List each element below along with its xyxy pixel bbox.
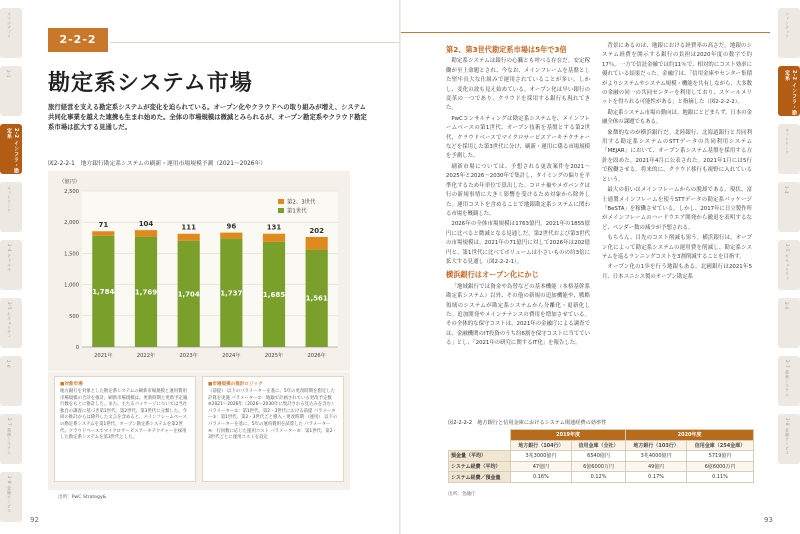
side-tab-label: 2-6 <box>6 360 11 369</box>
side-tab-label: 2-6 <box>784 302 789 311</box>
bar-second-third-generation <box>306 237 328 250</box>
paragraph: PwCコンサルティングは勘定系システムを、メインフレームベースの第1世代、オープン技術を基盤とする第2世代、クラウドベースでマイクロサービスアーキテクチャーなどを採用した第3世代に分け、刷新・運用に係る市場規模を予測した。 <box>446 115 590 160</box>
paragraph: オープン化の1歩を行う地銀もある。北國銀行は2021年5月、日本ユニシス製のオープン勘定系 <box>602 264 752 280</box>
data-label-top: 202 <box>309 226 324 235</box>
y-tick-label: 2,500 <box>64 189 79 195</box>
side-tab-label: 2-7 業務システム <box>785 360 790 397</box>
side-tab-label: 2-2 インフラ・勘定系 <box>784 70 797 116</box>
page-number-right: 93 <box>764 516 773 524</box>
year-header: 2020年度 <box>626 430 754 441</box>
side-tab-label: 2-4 <box>784 186 789 195</box>
table-row <box>449 451 754 462</box>
note-title: ■市場規模の推計ロジック <box>208 382 263 387</box>
side-tab-label: 2-8 金融サービス <box>785 418 790 455</box>
table-corner <box>449 430 511 451</box>
y-tick-label: 0 <box>75 345 79 351</box>
page-gutter <box>399 0 401 534</box>
bank-header: 信用金庫（全社） <box>571 440 625 451</box>
side-tab-label: ネットワーク <box>785 128 790 155</box>
page-number-left: 92 <box>30 516 39 524</box>
paragraph: 最大の狙いはメインフレームからの脱却である。現状、富士通製メインフレームを使うSTTデータの勘定系パッケージ「BeSTA」を稼働させている。しかし、2017年に日立製作所がメインフレームのハードウエア開発から撤退を表明するなど、ベンダー数の減少が予想される。 <box>602 187 752 231</box>
data-label-bar: 1,561 <box>305 294 328 303</box>
y-tick-label: 1,000 <box>64 282 79 289</box>
legend-label: 第2、3世代 <box>287 199 316 206</box>
table-cell: 5719億円 <box>687 451 754 462</box>
side-tab <box>0 182 22 232</box>
bar-second-third-generation <box>263 234 285 242</box>
bar-second-third-generation <box>92 231 114 235</box>
paragraph: 勘定系システム市場の動向は、地銀にとどまらず、日本の金融全体の課題でもある。 <box>602 109 752 126</box>
bank-header: 地方銀行（104行） <box>511 440 572 451</box>
y-tick-label: 500 <box>69 313 79 320</box>
table-cell: 0.16% <box>511 472 572 483</box>
x-tick-label: 2021年 <box>94 353 113 359</box>
side-tab-label: 2-4 チャネル <box>7 244 12 272</box>
lead-paragraph: 旅行経営を支える勘定系システムが変化を迫られている。オープン化やクラウドへの取り組みが増え、システム共同化事業を越えた連携も生まれ始めた。全体の市場規模は微減とみられるが、オープン勘定系やクラウド勘定系市場は拡大する見通しだ。 <box>48 103 367 131</box>
side-tab <box>0 298 22 348</box>
side-tab <box>778 356 800 406</box>
side-tab <box>0 8 22 58</box>
data-label-bar: 1,737 <box>220 289 243 298</box>
table-cell: 3兆3000億円 <box>511 451 572 462</box>
subheading: 横浜銀行はオープン化にかじ <box>446 270 539 280</box>
chart-panel <box>48 171 350 371</box>
page-title: 勘定系システム市場 <box>48 70 253 96</box>
x-tick-label: 2024年 <box>222 353 241 359</box>
side-tab-label: 2-5 セキュリティ <box>7 302 12 339</box>
table-cell: 49億円 <box>626 461 687 472</box>
note-text: （前提） 以下のパラメーターを基に、5年の更改時期を想定した計算を実施 パラメーター①：地銀で計画されている更改予定数 ※2021～2026年（2026～2030年に集計される見込みを含む） パラメーター②：第1世代、第2・3世代における前提 パラメーター③：第1世代、第2・3世代ごと導入・更改時期 （運用） 以下のパラメーターを基に、5年の運用費用を試算した パラメーター④：行員数に応じた運用コスト パラメーター⑤：第1世代、第2・3世代ごとに運用コストを設定 <box>208 389 338 441</box>
x-tick-label: 2026年 <box>307 353 326 359</box>
data-label-top: 96 <box>226 222 237 231</box>
legend-label: 第1世代 <box>287 208 307 215</box>
table-cell: 0.12% <box>571 472 625 483</box>
data-label-bar: 1,685 <box>262 290 286 299</box>
left-side-tabs <box>0 0 22 534</box>
side-tab-label: 2-8 金融サービス <box>7 476 12 513</box>
side-tab <box>0 356 22 406</box>
side-tab <box>778 124 800 174</box>
bank-header: 地方銀行（103行） <box>626 440 687 451</box>
right-side-tabs <box>778 0 800 534</box>
table-caption: 図2-2-2-2 地方銀行と信用金庫におけるシステム関連経費の効率性 <box>448 420 607 426</box>
y-tick-label: 1,500 <box>64 251 79 258</box>
paragraph: 「地域銀行では資金や為替などの基本機能（本格基幹系勘定系システム）以外、その他の新規の追加機能や、戦略領域のシステムが勘定系システムから分離化・更新化した。追加開発やメインテナンスの費用を増加させている。その全体的な保守コストは、2021年の金融庁による調査では、金融機関のIT投資のうち約6割を保守コストに当てている」とし、「2021年の研究に関するIT化」を報告した。 <box>446 283 590 347</box>
side-tab-label: 2-2 インフラ・勘定系 <box>6 128 19 174</box>
side-tab-label: 2-5 セキュリティ <box>785 244 790 281</box>
table-cell: 47億円 <box>511 461 572 472</box>
body-column-1 <box>446 42 590 412</box>
side-tab-label: ネットワーク <box>7 186 12 213</box>
side-tab <box>0 66 22 116</box>
section-number-badge: 2-2-2 <box>48 28 108 52</box>
side-tab-label: 2-7 業務システム <box>7 418 12 455</box>
table-cell: 0.17% <box>626 472 687 483</box>
row-label: システム経費（平均） <box>449 461 511 472</box>
table-cell: 6億6000万円 <box>687 461 754 472</box>
side-tab <box>778 8 800 58</box>
side-tab <box>778 182 800 232</box>
x-tick-label: 2022年 <box>136 353 156 359</box>
data-label-bar: 1,704 <box>177 290 200 299</box>
table-cell: 0.11% <box>687 472 754 483</box>
y-axis-unit: （億円） <box>59 179 80 185</box>
note-text: 地方銀行を対象とした勘定系システムの刷新市場規模と運用費用市場規模の合計を推計。刷新市場規模は、更新時期と更新予定銀行数をもとに推計した。また、主たるパッケージについては当社独自の調査に基づき第1世代、第2世代、第3世代に分類した。今回の推計からは除外した文言を含めると、メインフレームベースの勘定系システムを第1世代、オープン勘定系システムを第2世代、クラウドベースでマイクロサービスアーキテクチャーを採用した勘定系システムを第3世代とした。 <box>60 389 188 441</box>
side-tab <box>0 414 22 464</box>
note-title: ■対象市場 <box>60 382 83 387</box>
bar-chart <box>48 171 350 371</box>
side-tab <box>0 240 22 290</box>
notes-panel <box>48 372 350 490</box>
bar-second-third-generation <box>220 233 242 239</box>
side-tab <box>0 472 22 522</box>
data-label-top: 71 <box>98 221 109 230</box>
row-label: システム経費／預金量 <box>449 472 511 483</box>
paragraph: 象徴的なのが横浜銀行だ。北陸銀行、北海道銀行と共同利用する勘定系システムのSTTデータの共同利用システム「MEJAR」において、オープン系システム基盤を採用する方針を固めた。2021年4月に公表された。2021年1月には5行で稼働させる。将来的に、クラウド移行も視野に入れているという。 <box>602 129 752 183</box>
data-label-top: 104 <box>138 220 154 229</box>
side-tab-label: フィンテック <box>785 12 790 39</box>
x-tick-label: 2023年 <box>179 353 198 359</box>
target-market-note <box>54 376 196 482</box>
legend-swatch-first <box>278 208 284 213</box>
data-label-top: 111 <box>181 223 196 232</box>
side-tab <box>778 240 800 290</box>
row-label: 預金量（平均） <box>449 451 511 462</box>
paragraph: 刷新市場については、予想される更改案件を2021～2025年と2026～2030年で集計し、タイミングの偏りを平準化するため年単位で算出した。コロナ禍やメガバンクは行の新規事情に大きく影響を受けるため対象から除外した。運用コストを含めることで地銀勘定系システムに関わる市場を概観した。 <box>446 163 590 217</box>
system-cost-table <box>448 429 754 483</box>
figure-caption: 図2-2-2-1 地方銀行勘定系システムの刷新・運用市場規模予測（2021～2026年） <box>48 161 267 167</box>
header-rule <box>400 32 770 33</box>
estimation-logic-note <box>202 376 344 482</box>
side-tab-label: スマホアプリ <box>7 12 12 39</box>
figure-source: 出所：PwC Strategy& <box>58 495 107 500</box>
side-tab-label: 2-1 <box>6 70 11 79</box>
side-tab <box>778 66 800 116</box>
table-cell: 3兆4000億円 <box>626 451 687 462</box>
table-cell: 6540億円 <box>571 451 625 462</box>
table-row <box>449 461 754 472</box>
table-cell: 6億6000万円 <box>571 461 625 472</box>
x-tick-label: 2025年 <box>264 353 284 359</box>
paragraph: 背景にあるのは、地銀における経費率の高さだ。地銀のシステム経費を開示する銀行の負担は2020年度の数字で約17％。一方で信託金融では約11％で、相対的にコスト効率に優れている結果だった。金融庁は、「信用金庫やセンター集積がよりシステムやシステム規模・機能を共有しながら、大多数の金融の同一の共同センターを利用しており、スケールメリットを得られる可能性がある」と指摘した（図2-2-2-2）。 <box>602 43 752 106</box>
data-label-top: 131 <box>266 223 282 232</box>
bank-header: 信用金庫（254金庫） <box>687 440 754 451</box>
data-label-bar: 1,769 <box>134 288 158 297</box>
y-tick-label: 2,000 <box>64 220 79 227</box>
paragraph: 勘定系システムは銀行の心臓とも呼べる存在だ。安定稼働が至上命題とされ、今なお、メインフレームを基盤とした堅牢長大な仕組みで運用されていることが多い。しかし、変化の波も見え始めている。オープン化は早い銀行の変革の一つであり、クラウドを採用する銀行も現れてきた。 <box>446 58 590 112</box>
paragraph: もちろん、目先のコスト削減も狙う。横浜銀行は、オープン化によって勘定系システムの運用費を削減し、勘定系システムを巡るランニングコストを3割削減することを目指す。 <box>602 235 752 260</box>
side-tab <box>778 298 800 348</box>
table-row <box>449 472 754 483</box>
subheading: 第2、第3世代勘定系市場は5年で3倍 <box>446 45 567 54</box>
side-tab <box>0 124 22 174</box>
bar-second-third-generation <box>178 234 200 241</box>
year-header: 2019年度 <box>511 430 626 441</box>
bar-second-third-generation <box>135 230 157 236</box>
table-source: 出所：金融庁 <box>448 492 476 497</box>
paragraph: 2026年の全体市場規模は1763億円。2021年の1855億円に比べると微減となる見通しだ。第2世代および第3世代の市場規模は、2021年の71億円に対して2026年は202億円と、第1世代に比べてボリュームは小さいものの約3倍に拡大する見通し（図2-2-2-1）。 <box>446 221 590 265</box>
side-tab <box>778 414 800 464</box>
body-column-2 <box>602 42 752 412</box>
legend-swatch-second-third <box>278 199 284 204</box>
data-label-bar: 1,784 <box>92 287 115 296</box>
header-rule <box>110 42 400 43</box>
